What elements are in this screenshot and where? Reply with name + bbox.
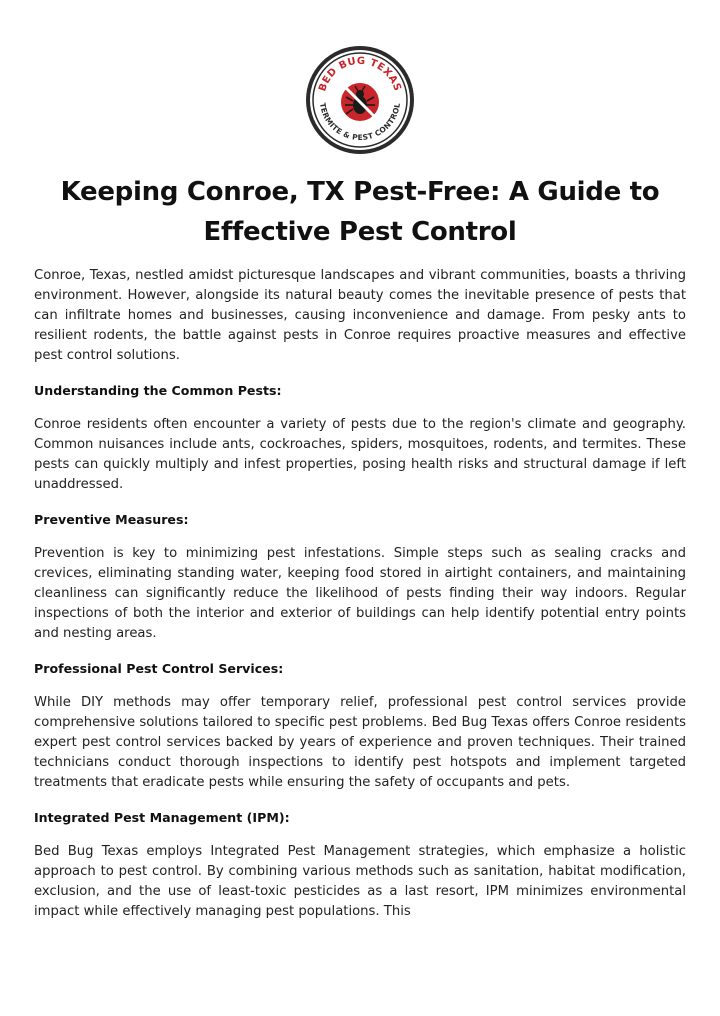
section-body-preventive: Prevention is key to minimizing pest infestations. Simple steps such as sealing cracks and crevices, eliminating standing water, keeping food stored in airtight containers, and maintaining cleanliness can significantly reduce the likelihood of pests finding their way indoors. Regular inspections of both the interior and exterior of buildings can help identify potential entry points and nesting areas.: [34, 546, 686, 641]
logo-text-bottom: TERMITE & PEST CONTROL: [318, 102, 402, 143]
intro-paragraph: Conroe, Texas, nestled amidst picturesque landscapes and vibrant communities, boasts a thriving environment. However, alongside its natural beauty comes the inevitable presence of pests that can infiltrate homes and businesses, causing inconvenience and damage. From pesky ants to resilient rodents, the battle against pests in Conroe requires proactive measures and effective pest control solutions.: [34, 268, 686, 363]
company-logo: [304, 44, 416, 156]
page-title: Keeping Conroe, TX Pest-Free: A Guide to Effective Pest Control: [60, 177, 660, 247]
article-body: [34, 266, 686, 922]
section-body-ipm: Bed Bug Texas employs Integrated Pest Management strategies, which emphasize a holistic approach to pest control. By combining various methods such as sanitation, habitat modification, exclusion, and the use of least-toxic pesticides as a last resort, IPM minimizes environmental impact while effectively managing pest populations. This: [34, 844, 686, 919]
section-body-professional: While DIY methods may offer temporary relief, professional pest control services provide comprehensive solutions tailored to specific pest problems. Bed Bug Texas offers Conroe residents expert pest control services backed by years of experience and proven techniques. Their trained technicians conduct thorough inspections to identify pest hotspots and implement targeted treatments that eradicate pests while ensuring the safety of occupants and pets.: [34, 695, 686, 790]
section-heading-preventive: Preventive Measures:: [34, 512, 189, 527]
section-body-common-pests: Conroe residents often encounter a variety of pests due to the region's climate and geography. Common nuisances include ants, cockroaches, spiders, mosquitoes, rodents, and termites. These pests can quickly multiply and infest properties, posing health risks and structural damage if left unaddressed.: [34, 417, 686, 492]
logo-badge: [304, 44, 416, 156]
logo-text-top: BED BUG TEXAS: [317, 55, 403, 93]
section-heading-common-pests: Understanding the Common Pests:: [34, 383, 282, 398]
section-heading-ipm: Integrated Pest Management (IPM):: [34, 810, 290, 825]
section-heading-professional: Professional Pest Control Services:: [34, 661, 284, 676]
